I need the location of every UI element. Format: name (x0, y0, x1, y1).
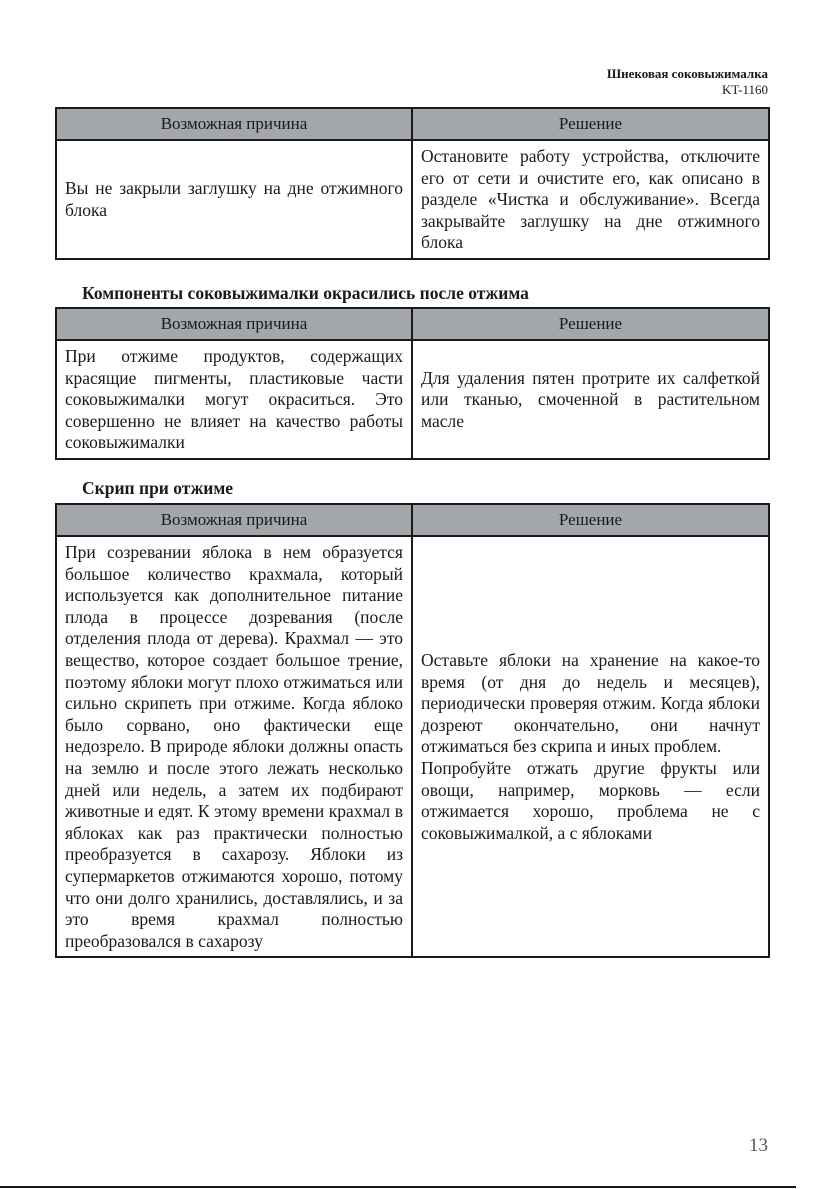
cause-cell: При созревании яблока в нем образуется большое количество крахмала, который используется как дополнительное питание плода в процессе дозревания (после отделения плода от дерева). Крахмал — это вещество, которое создает большое трение, поэтому яблоки могут плохо отжиматься или сильно скрипеть при отжиме. Когда яблоко было сорвано, оно фактически еще недозрело. В природе яблоки должны опасть на землю и после этого лежать несколько дней или недель, а затем их подбирают животные и едят. К этому времени крахмал в яблоках как раз практически полностью преобразуется в сахарозу. Яблоки из супермаркетов отжимаются хорошо, потому что они долго хранились, доставлялись, и за это время крахмал полностью преобразовался в сахарозу (56, 536, 412, 957)
column-header-cause: Возможная причина (56, 504, 412, 536)
cause-cell: При отжиме продуктов, содержащих красящие пигменты, пластиковые части соковыжималки могут окраситься. Это совершенно не влияет на качество работы соковыжималки (56, 340, 412, 459)
section-heading-stains: Компоненты соковыжималки окрасились после отжима (82, 283, 529, 303)
solution-cell: Остановите работу устройства, отключите его от сети и очистите его, как описано в разделе «Чистка и обслуживание». Всегда закрывайте заглушку на дне отжимного блока (412, 140, 769, 259)
solution-paragraph-1: Оставьте яблоки на хранение на какое-то время (от дня до недель и месяцев), периодически проверяя отжим. Когда яблоки дозреют окончательно, они начнут отжиматься без скрипа и иных проблем. (421, 649, 760, 757)
product-title: Шнековая соковыжималка (606, 66, 768, 81)
column-header-solution: Решение (412, 504, 769, 536)
troubleshooting-table-1 (55, 107, 770, 260)
column-header-cause: Возможная причина (56, 308, 412, 340)
troubleshooting-table-3 (55, 503, 770, 958)
product-model: KT-1160 (722, 82, 768, 97)
troubleshooting-table-2 (55, 307, 770, 460)
column-header-solution: Решение (412, 108, 769, 140)
solution-cell (412, 536, 769, 957)
section-heading-squeak: Скрип при отжиме (82, 478, 234, 498)
table-row (56, 140, 769, 259)
table-row (56, 536, 769, 957)
table-header-row (56, 308, 769, 340)
table-row (56, 340, 769, 459)
solution-cell: Для удаления пятен протрите их салфеткой или тканью, смоченной в растительном масле (412, 340, 769, 459)
cause-cell: Вы не закрыли заглушку на дне отжимного блока (56, 140, 412, 259)
solution-paragraph-2: Попробуйте отжать другие фрукты или овощи, например, морковь — если отжимается хорошо, проблема не с соковыжималкой, а с яблоками (421, 757, 760, 843)
page-header (607, 66, 768, 98)
column-header-solution: Решение (412, 308, 769, 340)
page-number: 13 (749, 1135, 768, 1156)
table-header-row (56, 504, 769, 536)
column-header-cause: Возможная причина (56, 108, 412, 140)
footer-rule (0, 1186, 796, 1188)
table-header-row (56, 108, 769, 140)
